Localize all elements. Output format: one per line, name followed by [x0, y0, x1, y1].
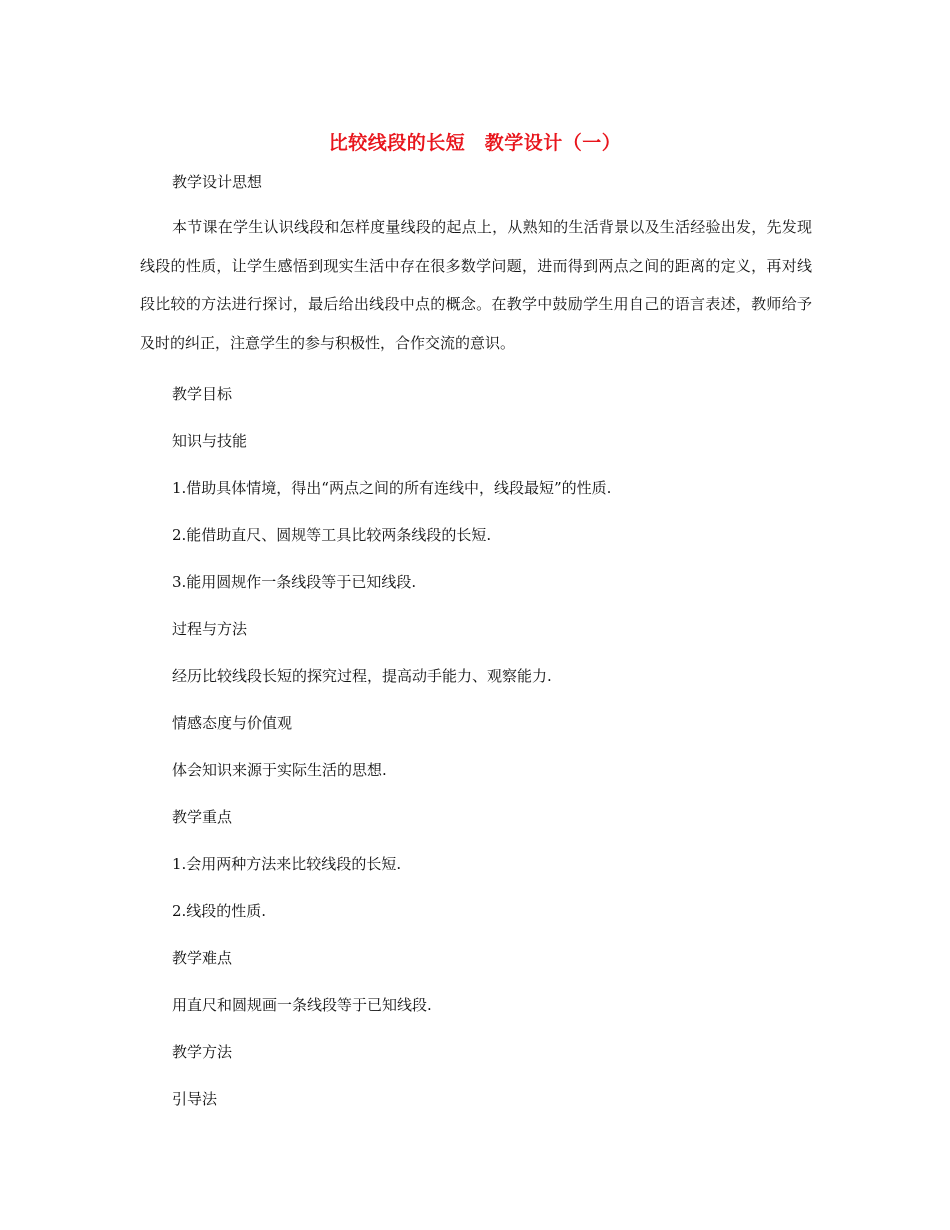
document-title: 比较线段的长短 教学设计（一）: [328, 132, 622, 154]
knowledge-heading: 知识与技能: [172, 432, 248, 450]
method-text: 引导法: [172, 1090, 218, 1108]
key-point-item: 2.线段的性质.: [172, 902, 267, 920]
method-heading: 教学方法: [172, 1043, 233, 1061]
process-heading: 过程与方法: [172, 620, 248, 638]
emotion-heading: 情感态度与价值观: [172, 714, 293, 732]
emotion-text: 体会知识来源于实际生活的思想.: [172, 761, 387, 779]
design-heading: 教学设计思想: [172, 173, 263, 191]
key-points-heading: 教学重点: [172, 808, 233, 826]
key-point-item: 1.会用两种方法来比较线段的长短.: [172, 855, 402, 873]
knowledge-item: 2.能借助直尺、圆规等工具比较两条线段的长短.: [172, 526, 492, 544]
difficulty-text: 用直尺和圆规画一条线段等于已知线段.: [172, 996, 432, 1014]
goals-heading: 教学目标: [172, 385, 233, 403]
design-paragraph: 本节课在学生认识线段和怎样度量线段的起点上，从熟知的生活背景以及生活经验出发，先发现线段的性质，让学生感悟到现实生活中存在很多数学问题，进而得到两点之间的距离的定义，再对线段比较的方法进行探讨，最后给出线段中点的概念。在教学中鼓励学生用自己的语言表述，教师给予及时的纠正，注意学生的参与积极性，合作交流的意识。: [140, 218, 812, 352]
knowledge-item: 1.借助具体情境，得出“两点之间的所有连线中，线段最短”的性质.: [172, 479, 612, 497]
knowledge-item: 3.能用圆规作一条线段等于已知线段.: [172, 573, 417, 591]
process-text: 经历比较线段长短的探究过程，提高动手能力、观察能力.: [172, 667, 552, 685]
difficulty-heading: 教学难点: [172, 949, 233, 967]
